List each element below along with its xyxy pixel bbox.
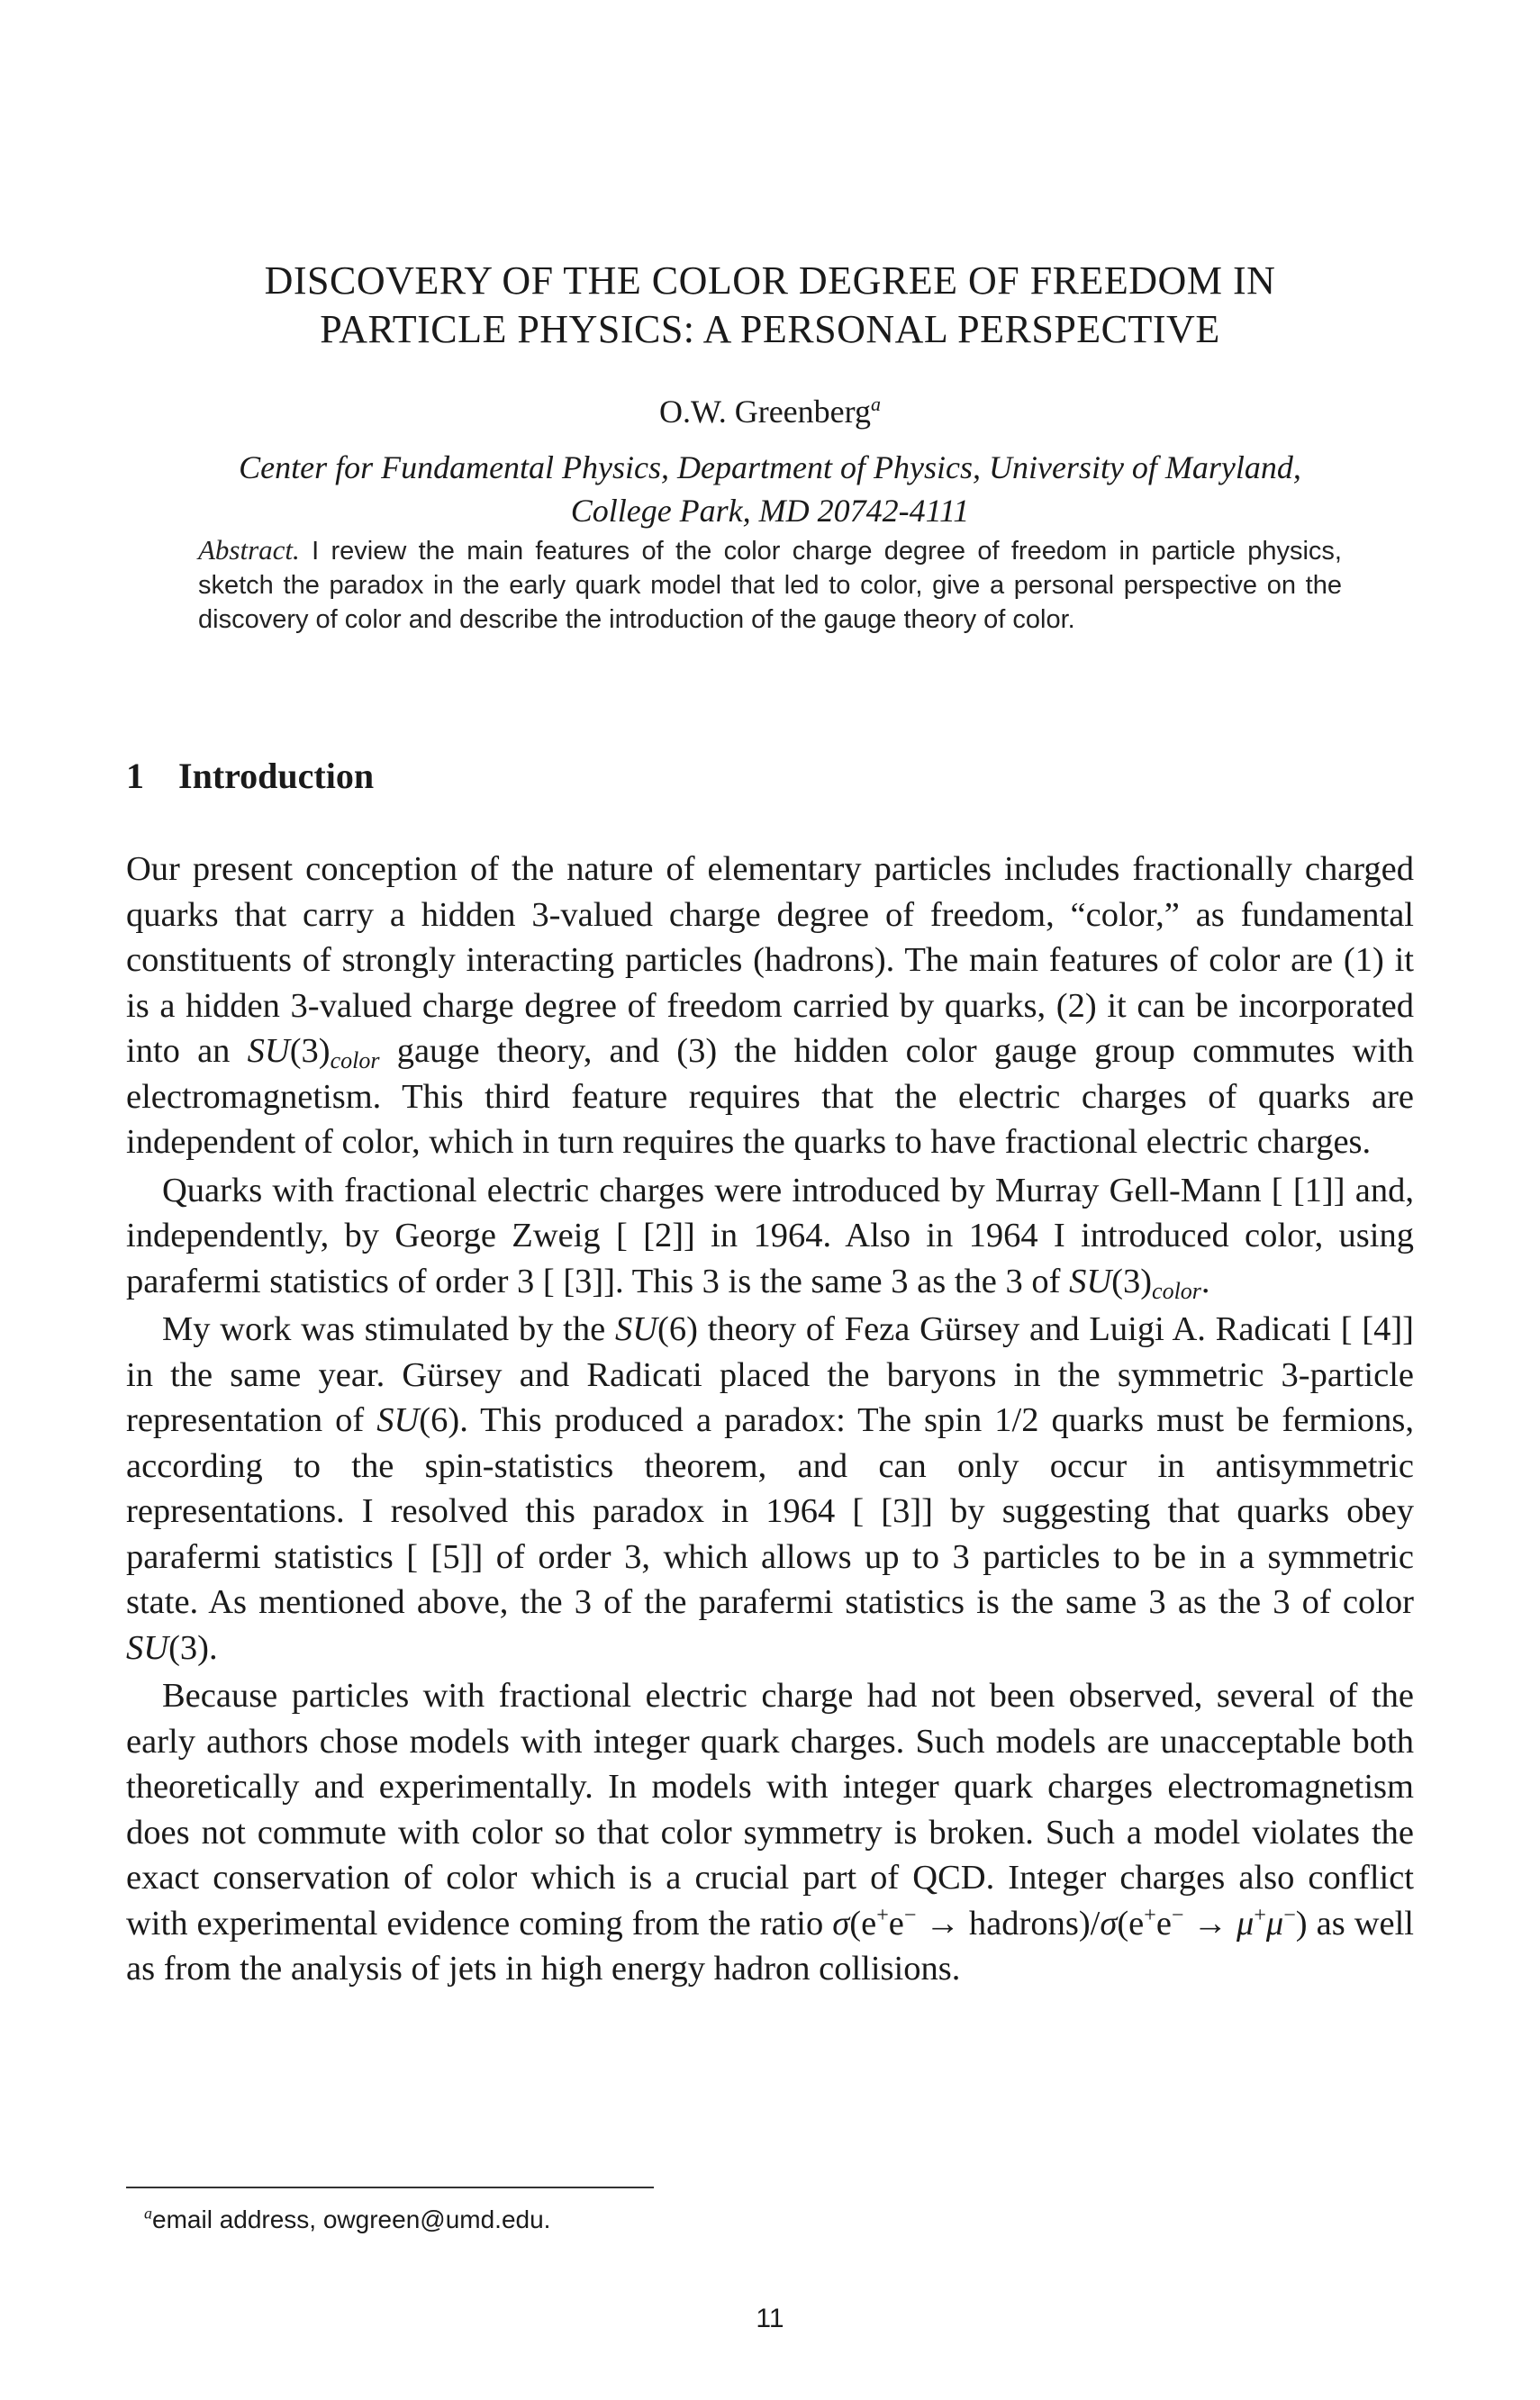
title-line-1: DISCOVERY OF THE COLOR DEGREE OF FREEDOM IN xyxy=(264,258,1276,303)
abstract-text: I review the main features of the color charge degree of freedom in particle physics, sketch the paradox in the early quark model that led to color, give a personal perspective on the discovery of color and describe the introduction of the gauge theory of color. xyxy=(198,537,1342,634)
abstract xyxy=(198,533,1342,637)
affiliation-line-1: Center for Fundamental Physics, Department of Physics, University of Maryland, xyxy=(239,449,1301,485)
paragraph-2: Quarks with fractional electric charges were introduced by Murray Gell-Mann [ [1]] and, independently, by George Zweig [ [2]] in 1964. Also in 1964 I introduced color, using parafermi statistics of order 3 [ [3]]. This 3 is the same 3 as the 3 of $SU(3)_{color}$. xyxy=(126,1171,1414,1304)
footnote-mark: a xyxy=(144,2204,152,2223)
page-number: 11 xyxy=(756,2304,784,2333)
affiliation-line-2: College Park, MD 20742-4111 xyxy=(570,493,970,529)
paragraph-4: Because particles with fractional electric charge had not been observed, several of the early authors chose models with integer quark charges. Such models are unacceptable both theoretically and experimentally. In models with integer quark charges electromagnetism does not commute with color so that color symmetry is broken. Such a model violates the exact conservation of color which is a crucial part of QCD. Integer charges also conflict with experimental evidence coming from the ratio σ(e+e− → hadrons)/σ(e+e− → μ+μ−) as well as from the analysis of jets in high energy hadron collisions. xyxy=(126,1677,1414,1988)
footnote-rule xyxy=(126,2187,654,2188)
body-text xyxy=(126,847,1414,1995)
author-name: O.W. Greenberg xyxy=(659,394,871,430)
footnote-text: email address, owgreen@umd.edu. xyxy=(152,2205,551,2233)
footnote xyxy=(144,2204,550,2236)
section-number: 1 xyxy=(126,756,144,796)
paragraph-1: Our present conception of the nature of elementary particles includes fractionally charged quarks that carry a hidden 3-valued charge degree of freedom, “color,” as fundamental constituents of strongly interacting particles (hadrons). The main features of color are (1) it is a hidden 3-valued charge degree of freedom carried by quarks, (2) it can be incorporated into an $SU(3)_{color}$ gauge theory, and (3) the hidden color gauge group commutes with electromagnetism. This third feature requires that the electric charges of quarks are independent of color, which in turn requires the quarks to have fractional electric charges. xyxy=(126,850,1414,1161)
section-title: Introduction xyxy=(178,756,375,796)
author-footnote-mark: a xyxy=(870,393,881,415)
section-heading xyxy=(126,755,374,797)
paper-title xyxy=(126,257,1414,354)
title-line-2: PARTICLE PHYSICS: A PERSONAL PERSPECTIVE xyxy=(320,307,1220,351)
affiliation xyxy=(126,446,1414,532)
abstract-label: Abstract. xyxy=(198,534,300,566)
paragraph-3: My work was stimulated by the SU(6) theory of Feza Gürsey and Luigi A. Radicati [ [4]] in the same year. Gürsey and Radicati placed the baryons in the symmetric 3-particle representation of SU(6). This produced a paradox: The spin 1/2 quarks must be fermions, according to the spin-statistics theorem, and can only occur in antisymmetric representations. I resolved this paradox in 1964 [ [3]] by suggesting that quarks obey parafermi statistics [ [5]] of order 3, which allows up to 3 particles to be in a symmetric state. As mentioned above, the 3 of the parafermi statistics is the same 3 as the 3 of color SU(3). xyxy=(126,1310,1414,1667)
author xyxy=(126,392,1414,431)
